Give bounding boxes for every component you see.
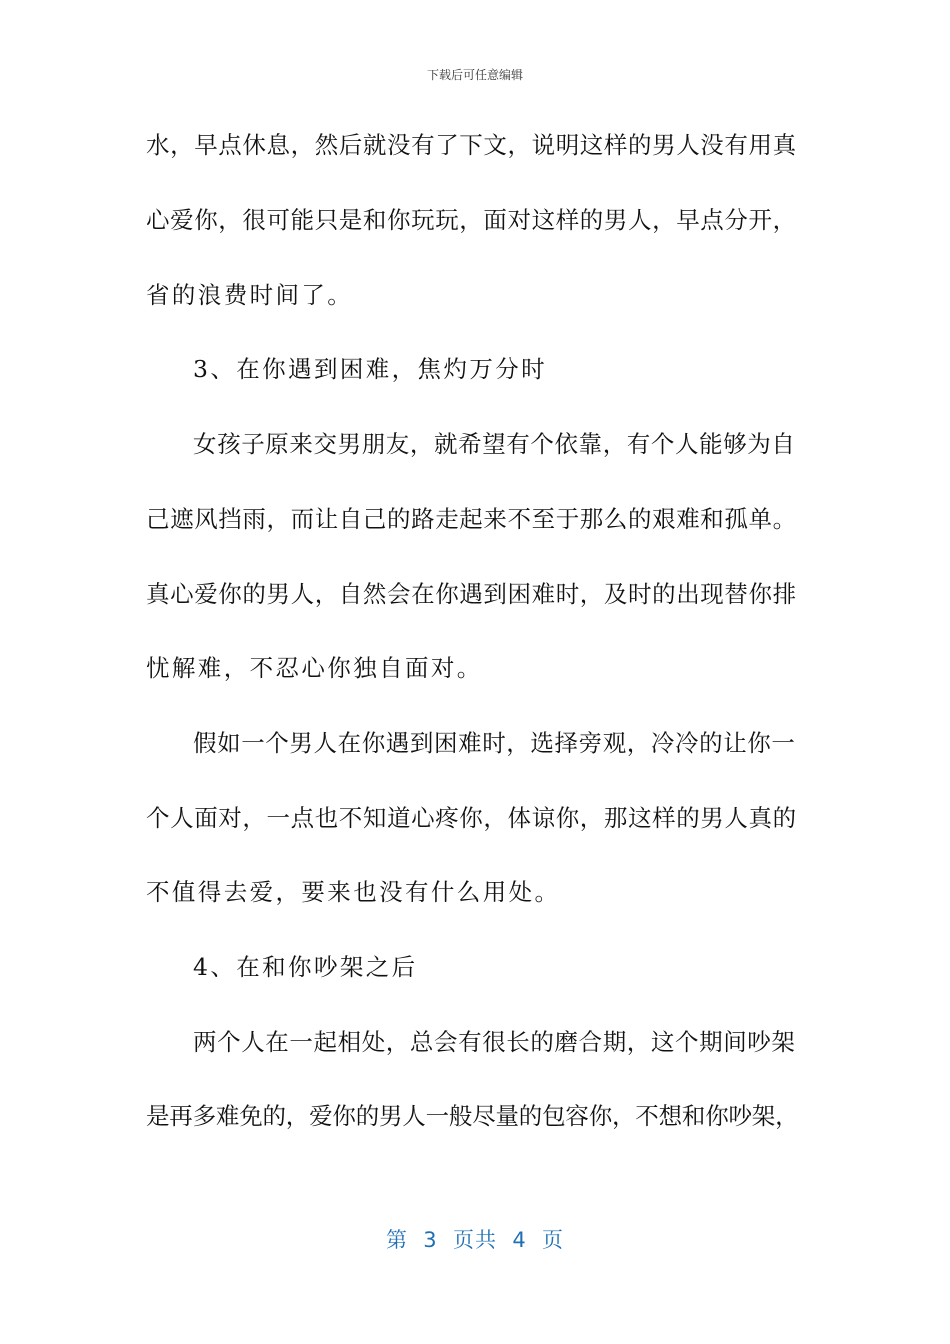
body-line-2: 心爱你，很可能只是和你玩玩，面对这样的男人，早点分开， — [146, 206, 797, 234]
body-line-8: 忧解难，不忍心你独自面对。 — [146, 654, 483, 682]
page-header-note: 下载后可任意编辑 — [426, 68, 523, 82]
body-line-9: 假如一个男人在你遇到困难时，选择旁观，冷冷的让你一 — [193, 729, 796, 757]
body-line-13: 两个人在一起相处，总会有很长的磨合期，这个期间吵架 — [193, 1028, 796, 1056]
body-line-3: 省的浪费时间了。 — [146, 281, 354, 309]
body-line-5: 女孩子原来交男朋友，就希望有个依靠，有个人能够为自 — [193, 430, 796, 458]
body-line-11: 不值得去爱，要来也没有什么用处。 — [146, 878, 561, 906]
section-heading-3: 3、在你遇到困难，焦灼万分时 — [193, 355, 548, 383]
page-number-footer: 第 3 页共 4 页 — [385, 1228, 565, 1252]
body-line-14: 是再多难免的，爱你的男人一般尽量的包容你，不想和你吵架， — [146, 1102, 799, 1130]
body-line-10: 个人面对，一点也不知道心疼你，体谅你，那这样的男人真的 — [146, 804, 797, 832]
body-line-7: 真心爱你的男人，自然会在你遇到困难时，及时的出现替你排 — [146, 580, 797, 608]
section-heading-4: 4、在和你吵架之后 — [193, 953, 418, 981]
body-line-1: 水，早点休息，然后就没有了下文，说明这样的男人没有用真 — [146, 131, 797, 159]
body-line-6: 己遮风挡雨，而让自己的路走起来不至于那么的艰难和孤单。 — [146, 505, 797, 533]
